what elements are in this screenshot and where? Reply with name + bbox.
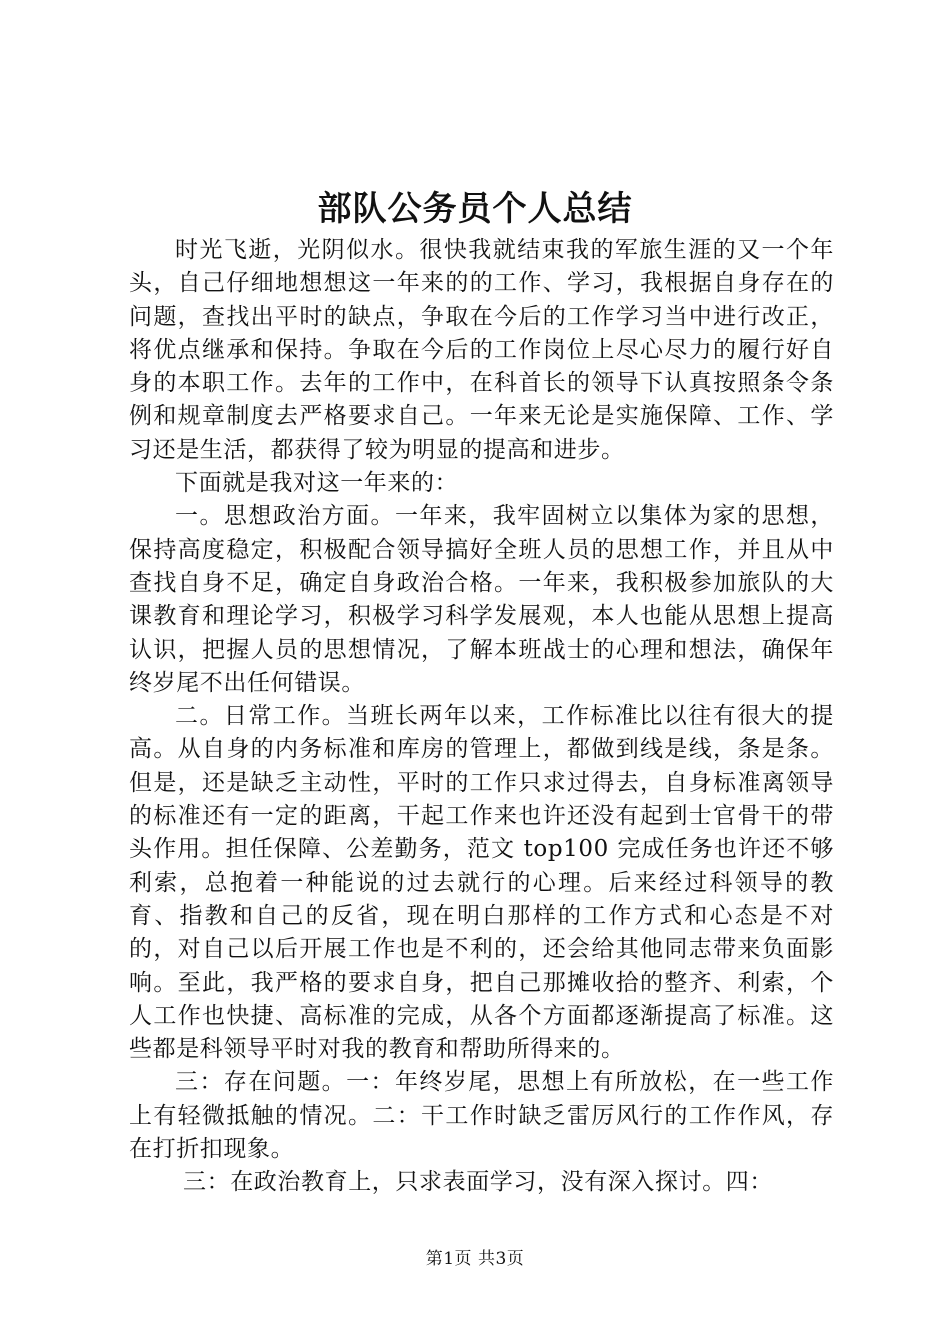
page-number: 第1页 共3页 <box>425 1249 525 1269</box>
document-body <box>129 234 834 1200</box>
paragraph-education: 三：在政治教育上，只求表面学习，没有深入探讨。四： <box>183 1169 773 1196</box>
paragraph-political: 一。思想政治方面。一年来，我牢固树立以集体为家的思想，保持高度稳定，积极配合领导搞好全班人员的思想工作，并且从中查找自身不足，确定自身政治合格。一年来，我积极参加旅队的大课教育和理论学习，积极学习科学发展观，本人也能从思想上提高认识，把握人员的思想情况，了解本班战士的心理和想法，确保年终岁尾不出任何错误。 <box>129 503 834 696</box>
document-title: 部队公务员个人总结 <box>317 189 633 229</box>
paragraph-problems: 三：存在问题。一：年终岁尾，思想上有所放松，在一些工作上有轻微抵触的情况。二：干工作时缺乏雷厉风行的工作作风，存在打折扣现象。 <box>129 1069 834 1163</box>
paragraph-intro: 时光飞逝，光阴似水。很快我就结束我的军旅生涯的又一个年头，自己仔细地想想这一年来的的工作、学习，我根据自身存在的问题，查找出平时的缺点，争取在今后的工作学习当中进行改正，将优点继承和保持。争取在今后的工作岗位上尽心尽力的履行好自身的本职工作。去年的工作中，在科首长的领导下认真按照条令条例和规章制度去严格要求自己。一年来无论是实施保障、工作、学习还是生活，都获得了较为明显的提高和进步。 <box>129 237 834 463</box>
paragraph-lead: 下面就是我对这一年来的： <box>175 470 459 497</box>
paragraph-daily-work: 二。日常工作。当班长两年以来，工作标准比以往有很大的提高。从自身的内务标准和库房的管理上，都做到线是线，条是条。但是，还是缺乏主动性，平时的工作只求过得去，自身标准离领导的标准还有一定的距离，干起工作来也许还没有起到士官骨干的带头作用。担任保障、公差勤务，范文 top100 完成任务也许还不够利索，总抱着一种能说的过去就行的心理。后来经过科领导的教育、指教和自己的反省，现在明白那样的工作方式和心态是不对的，对自己以后开展工作也是不利的，还会给其他同志带来负面影响。至此，我严格的要求自身，把自己那摊收拾的整齐、利索，个人工作也快捷、高标准的完成，从各个方面都逐渐提高了标准。这些都是科领导平时对我的教育和帮助所得来的。 <box>129 703 834 1063</box>
